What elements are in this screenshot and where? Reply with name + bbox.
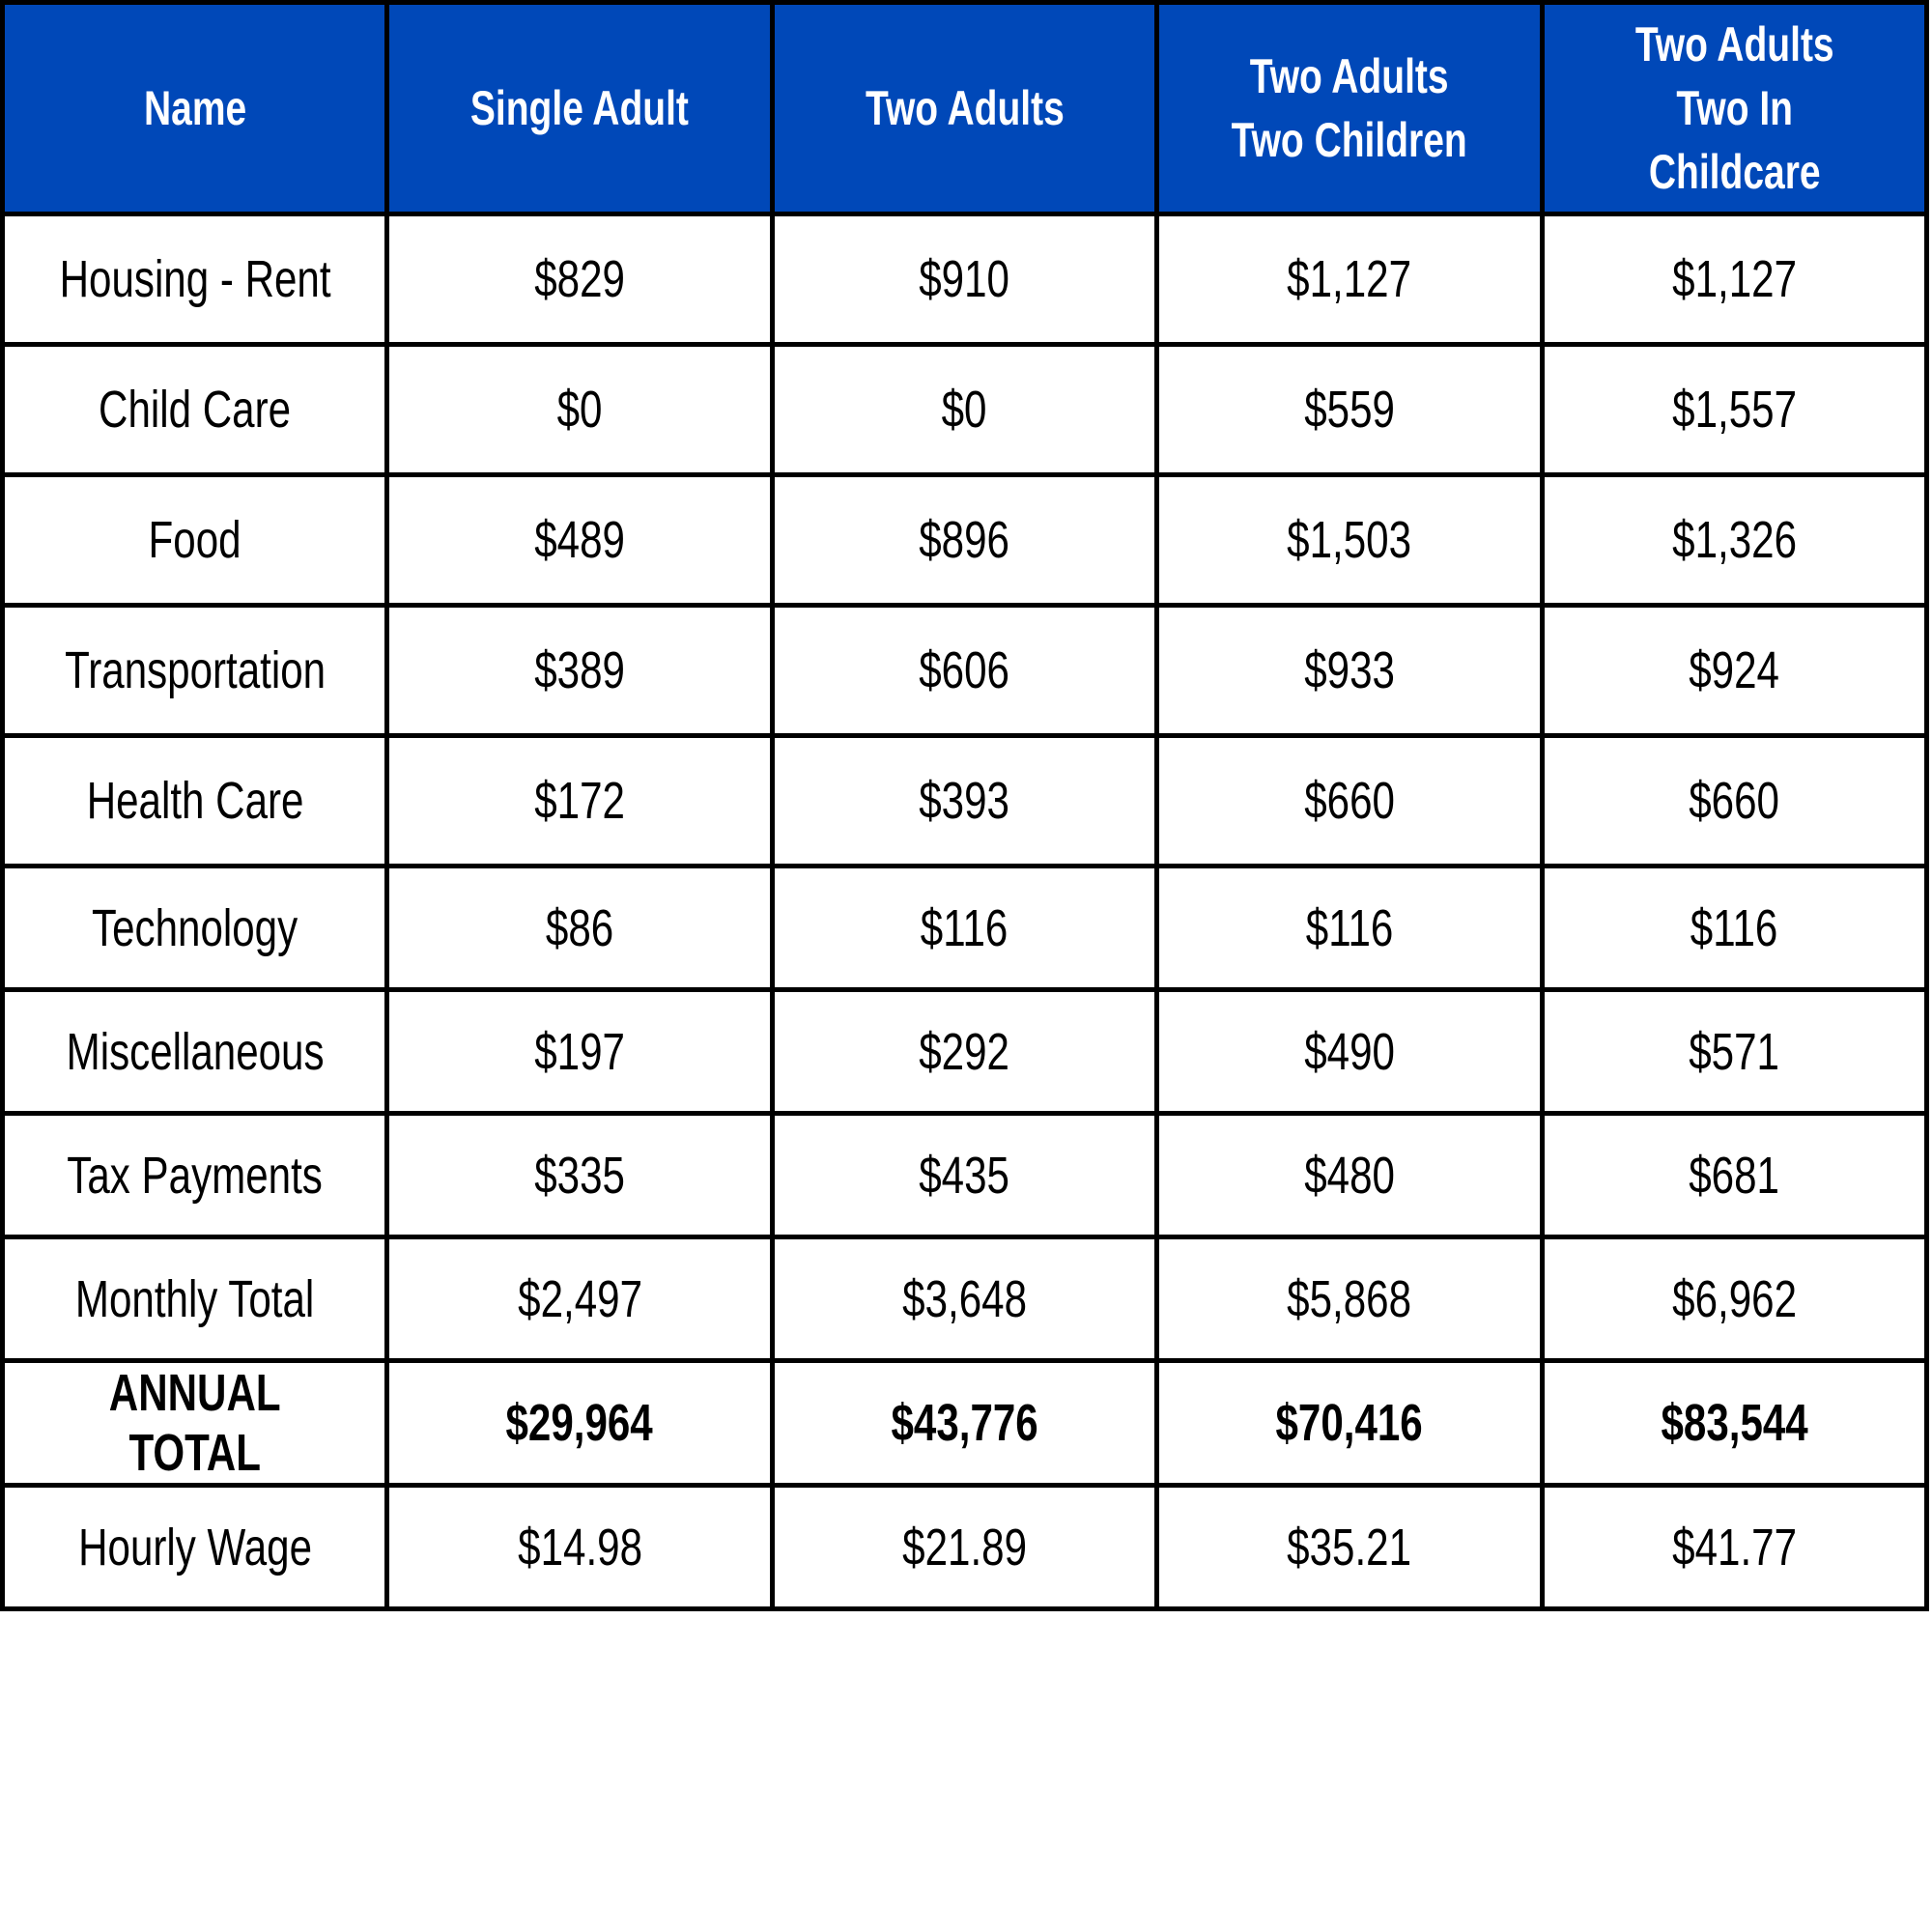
table-cell [1157,214,1542,345]
cell-value: $41.77 [1671,1518,1797,1577]
cell-value: $35.21 [1287,1518,1412,1577]
table-cell [1542,867,1926,990]
table-cell [1542,1361,1926,1486]
cell-value: $43,776 [891,1394,1038,1452]
header-two-adults-two-children [1157,3,1542,214]
cell-value: $435 [919,1146,1010,1205]
row-label [3,1361,387,1486]
table-cell [1542,606,1926,736]
row-label [3,475,387,606]
table-cell [1157,1361,1542,1486]
cell-value: $1,557 [1671,381,1797,439]
table-row-child-care [3,345,1927,475]
row-label [3,606,387,736]
table-cell [387,1361,772,1486]
cell-value: $933 [1304,641,1395,699]
table-cell [772,475,1156,606]
cell-value: $116 [1690,898,1778,957]
table-cell [1157,1114,1542,1237]
cell-value: $3,648 [902,1269,1027,1328]
table-cell [1542,990,1926,1114]
table-cell [1157,1237,1542,1361]
cell-value: $660 [1689,772,1780,830]
row-label-text: ANNUAL TOTAL [108,1364,281,1482]
table-cell [1157,867,1542,990]
table-cell [387,1237,772,1361]
table-cell [772,606,1156,736]
cell-value: $2,497 [517,1269,642,1328]
table-cell [1542,1237,1926,1361]
row-label [3,1237,387,1361]
cell-value: $896 [919,511,1010,569]
table-cell [387,345,772,475]
table-cell [1542,1486,1926,1609]
table-cell [387,214,772,345]
cell-value: $5,868 [1287,1269,1412,1328]
cell-value: $116 [1305,898,1394,957]
header-name [3,3,387,214]
table-cell [1157,606,1542,736]
row-label-text: Housing - Rent [59,250,331,308]
row-label-text: Food [148,511,242,569]
table-cell [1542,214,1926,345]
cell-value: $0 [556,381,603,439]
table-body [3,214,1927,1609]
cell-value: $571 [1689,1022,1780,1081]
row-label [3,736,387,867]
cell-value: $910 [919,250,1010,308]
cell-value: $14.98 [517,1518,642,1577]
table-cell [1542,1114,1926,1237]
cell-value: $172 [534,772,625,830]
cell-value: $21.89 [902,1518,1027,1577]
table-cell [1542,345,1926,475]
table-cell [772,1486,1156,1609]
cell-value: $83,544 [1661,1394,1808,1452]
table-row-hourly-wage [3,1486,1927,1609]
cell-value: $116 [921,898,1009,957]
table-cell [1157,736,1542,867]
table-cell [387,990,772,1114]
table-cell [772,990,1156,1114]
cell-value: $6,962 [1671,1269,1797,1328]
table-row-monthly-total [3,1237,1927,1361]
row-label-text: Child Care [99,381,292,439]
cell-value: $490 [1304,1022,1395,1081]
table-cell [387,606,772,736]
table-cell [1157,990,1542,1114]
header-two-adults-two-in-childcare-label: Two Adults Two In Childcare [1634,17,1834,199]
header-two-adults-label: Two Adults [865,81,1065,135]
cell-value: $292 [919,1022,1010,1081]
header-row [3,3,1927,214]
cell-value: $29,964 [505,1394,654,1452]
cell-value: $1,127 [1287,250,1412,308]
header-single-adult-label: Single Adult [470,81,690,135]
table-cell [1157,1486,1542,1609]
table-cell [1542,475,1926,606]
cell-value: $480 [1304,1146,1395,1205]
table-cell [772,1237,1156,1361]
row-label-text: Health Care [86,772,304,830]
table-cell [772,345,1156,475]
row-label [3,1486,387,1609]
table-cell [1542,736,1926,867]
table-cell [1157,475,1542,606]
row-label [3,867,387,990]
header-name-label: Name [143,81,246,135]
table-cell [772,1361,1156,1486]
cell-value: $1,503 [1287,511,1412,569]
table-cell [387,867,772,990]
cell-value: $489 [534,511,625,569]
cell-value: $660 [1304,772,1395,830]
cell-value: $197 [534,1022,625,1081]
row-label-text: Technology [92,898,298,957]
row-label-text: Monthly Total [74,1269,315,1328]
table-header [3,3,1927,214]
table-row-food [3,475,1927,606]
table-row-health-care [3,736,1927,867]
cell-value: $335 [534,1146,625,1205]
table-cell [1157,345,1542,475]
cell-value: $606 [919,641,1010,699]
cell-value: $393 [919,772,1010,830]
header-two-adults-two-in-childcare [1542,3,1926,214]
row-label [3,1114,387,1237]
row-label [3,345,387,475]
table-cell [387,475,772,606]
header-two-adults-two-children-label: Two Adults Two Children [1231,49,1467,167]
row-label-text: Tax Payments [67,1146,323,1205]
table-row-annual-total [3,1361,1927,1486]
header-single-adult [387,3,772,214]
table-row-technology [3,867,1927,990]
table-cell [387,1486,772,1609]
row-label [3,214,387,345]
cell-value: $1,326 [1671,511,1797,569]
table-cell [772,1114,1156,1237]
cell-value: $559 [1304,381,1395,439]
cell-value: $1,127 [1671,250,1797,308]
row-label [3,990,387,1114]
row-label-text: Miscellaneous [66,1022,325,1081]
row-label-text: Transportation [64,641,326,699]
table-cell [772,736,1156,867]
table-row-housing-rent [3,214,1927,345]
cell-value: $924 [1689,641,1780,699]
cell-value: $0 [942,381,987,439]
cell-value: $829 [534,250,625,308]
cell-value: $681 [1689,1146,1780,1205]
table-cell [772,867,1156,990]
cell-value: $86 [545,898,614,957]
row-label-text: Hourly Wage [77,1518,312,1577]
table-row-tax-payments [3,1114,1927,1237]
table-cell [772,214,1156,345]
table-cell [387,736,772,867]
table-row-miscellaneous [3,990,1927,1114]
cell-value: $389 [534,641,625,699]
cell-value: $70,416 [1275,1394,1423,1452]
table-row-transportation [3,606,1927,736]
table-cell [387,1114,772,1237]
header-two-adults [772,3,1156,214]
